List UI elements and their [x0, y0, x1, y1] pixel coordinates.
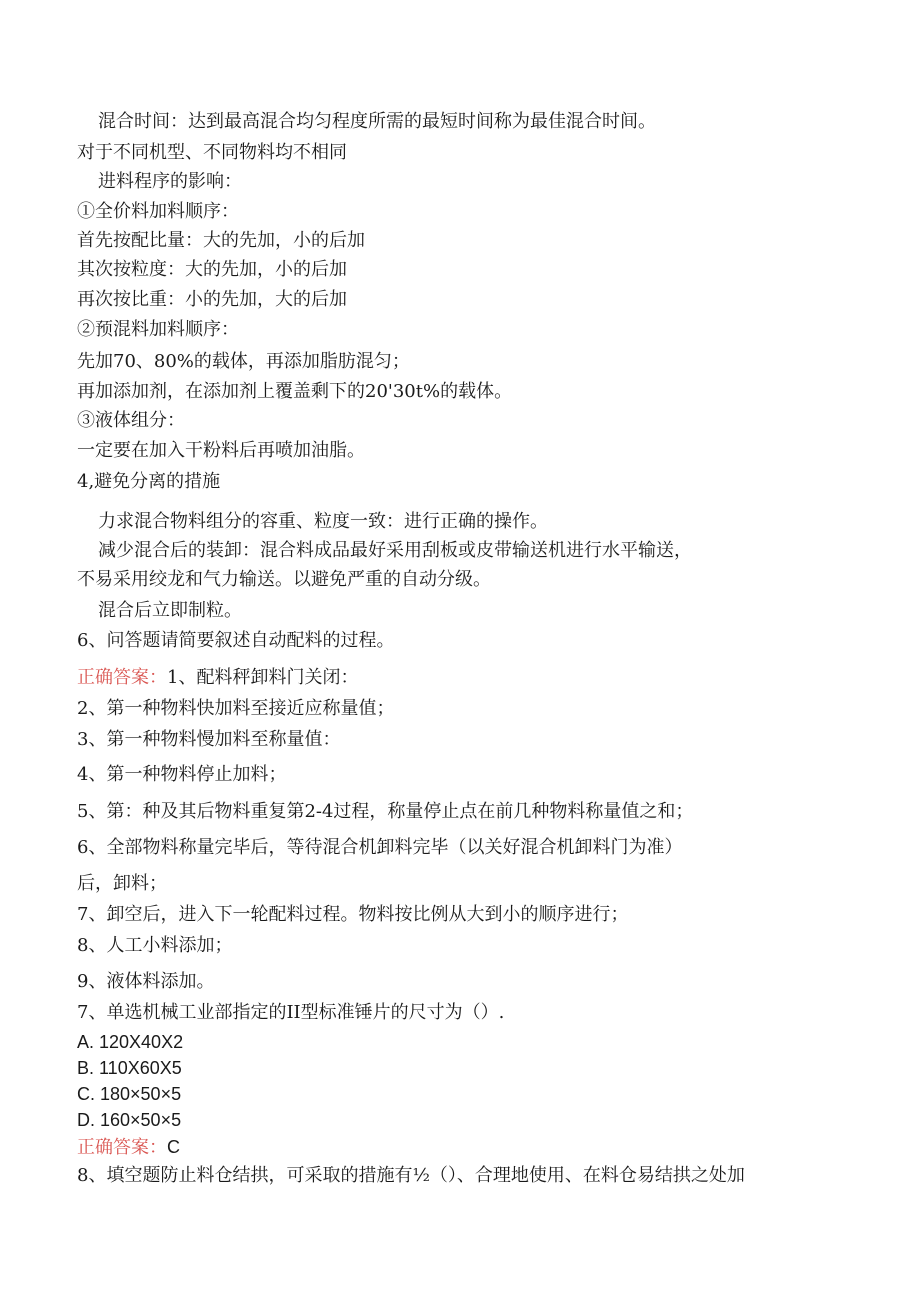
option-b: B. 110X60X5: [77, 1058, 182, 1078]
answer-step: 后，卸料；: [77, 873, 167, 894]
answer-line: [77, 666, 358, 690]
text-line: 先加70、80%的载体，再添加脂肪混匀；: [77, 351, 410, 372]
text-line: 混合后立即制粒。: [98, 600, 242, 621]
text-line: 一定要在加入干粉料后再喷加油脂。: [77, 440, 365, 461]
text-line: 不易采用绞龙和气力输送。以避免严重的自动分级。: [77, 569, 491, 590]
text-line: 进料程序的影响：: [98, 171, 242, 192]
text-line: ③液体组分：: [77, 410, 185, 431]
answer-step: 5、第：种及其后物料重复第2-4过程，称量停止点在前几种物料称量值之和；: [77, 801, 694, 822]
correct-answer-label: 正确答案：: [77, 1137, 167, 1158]
answer-step: 4、第一种物料停止加料；: [77, 764, 287, 785]
question-6: 6、问答题请简要叙述自动配料的过程。: [77, 630, 395, 651]
option-c: C. 180×50×5: [77, 1084, 182, 1104]
text-line: ①全价料加料顺序：: [77, 201, 239, 222]
correct-answer-label: 正确答案：: [77, 667, 167, 688]
option-d: D. 160×50×5: [77, 1110, 182, 1130]
answer-line: [77, 1135, 180, 1160]
text-line: ②预混料加料顺序：: [77, 319, 239, 340]
text-line: 减少混合后的装卸：混合料成品最好采用刮板或皮带输送机进行水平输送，: [98, 540, 692, 561]
answer-step: 3、第一种物料慢加料至称量值：: [77, 729, 341, 750]
answer-value: C: [167, 1137, 180, 1157]
answer-step: 6、全部物料称量完毕后，等待混合机卸料完毕（以关好混合机卸料门为准）: [77, 837, 683, 858]
answer-step: 9、液体料添加。: [77, 971, 215, 992]
text-line: 力求混合物料组分的容重、粒度一致：进行正确的操作。: [98, 511, 548, 532]
question-8: 8、填空题防止料仓结拱，可采取的措施有½（）、合理地使用、在料仓易结拱之处加: [77, 1165, 745, 1186]
text-line: 对于不同机型、不同物料均不相同: [77, 142, 347, 163]
answer-step: 7、卸空后，进入下一轮配料过程。物料按比例从大到小的顺序进行；: [77, 904, 629, 925]
text-line: 再加添加剂，在添加剂上覆盖剩下的20'30t%的载体。: [77, 381, 513, 402]
text-line: 其次按粒度：大的先加，小的后加: [77, 259, 347, 280]
answer-step: 2、第一种物料快加料至接近应称量值；: [77, 698, 395, 719]
answer-step: 1、配料秤卸料门关闭：: [167, 667, 359, 688]
text-line: 首先按配比量：大的先加，小的后加: [77, 230, 365, 251]
text-line: 再次按比重：小的先加，大的后加: [77, 289, 347, 310]
question-7: 7、单选机械工业部指定的II型标准锤片的尺寸为（）.: [77, 1002, 505, 1023]
option-a: A. 120X40X2: [77, 1032, 184, 1052]
section-heading: 4,避免分离的措施: [77, 471, 221, 492]
answer-step: 8、人工小料添加；: [77, 935, 233, 956]
text-line: 混合时间：达到最高混合均匀程度所需的最短时间称为最佳混合时间。: [98, 111, 656, 132]
